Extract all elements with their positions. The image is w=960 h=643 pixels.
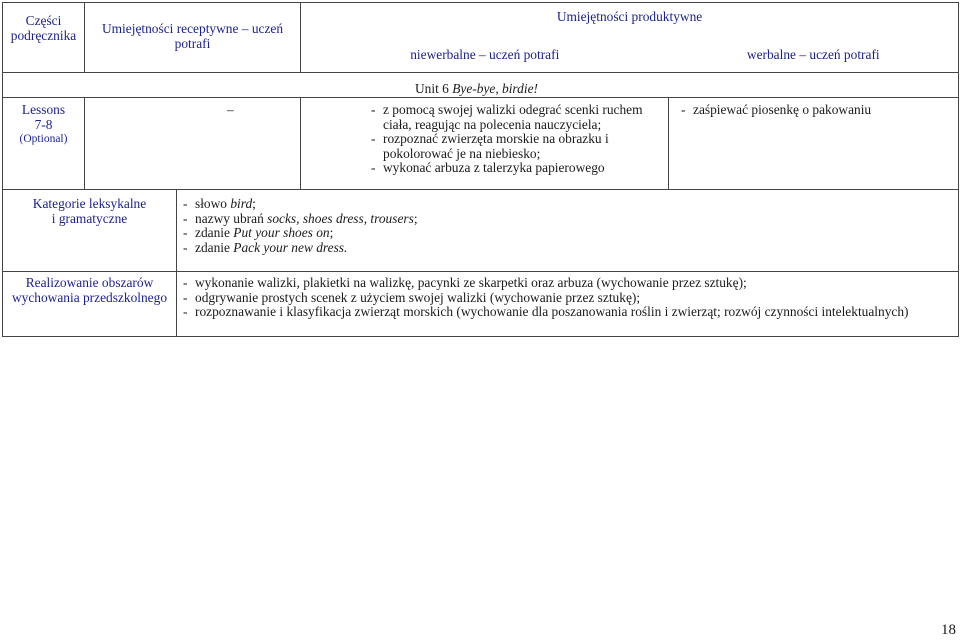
lessons-receptive-dash: – (227, 102, 234, 117)
lessons-verbal-list (681, 103, 958, 118)
header-nonverbal (301, 40, 669, 72)
lessons-receptive-cell (85, 98, 301, 190)
list-item: - rozpoznać zwierzęta morskie na obrazku i pokolorować je na niebiesko; (371, 131, 609, 161)
education-row (3, 272, 959, 337)
lexical-label-2: i gramatyczne (51, 210, 128, 226)
list-item: - wykonać arbuza z talerzyka papierowego (371, 160, 605, 176)
header-productive-text: Umiejętności produktywne (556, 9, 703, 24)
unit-row (3, 73, 959, 98)
curriculum-table (2, 2, 959, 337)
lessons-label: Lessons (21, 102, 66, 117)
list-item: - z pomocą swojej walizki odegrać scenki ruchem ciała, reagując na polecenia nauczyciela; (371, 102, 643, 132)
header-parts (3, 3, 85, 73)
unit-cell (3, 73, 959, 98)
lexical-content-cell (177, 190, 959, 272)
lexical-label-cell (3, 190, 177, 272)
unit-heading (3, 73, 958, 97)
list-item: - zdanie Pack your new dress. (183, 239, 348, 255)
header-receptive-text: Umiejętności receptywne – uczeń potrafi (101, 21, 284, 51)
lexical-list (183, 197, 958, 255)
header-verbal (669, 40, 959, 72)
unit-label: Unit 6 (415, 81, 449, 96)
header-row-1 (3, 3, 959, 41)
education-label-1: Realizowanie obszarów (25, 275, 154, 290)
list-item: - rozpoznawanie i klasyfikacja zwierząt morskich (wychowanie dla poszanowania roślin i zwierząt; rozwój czynności intelektualnych) (183, 304, 909, 320)
lessons-label-cell (3, 98, 85, 190)
lessons-row (3, 98, 959, 190)
unit-title: Bye-bye, birdie! (452, 81, 538, 96)
list-item: - nazwy ubrań socks, shoes dress, trousers; (183, 210, 418, 226)
header-receptive (85, 3, 301, 73)
lessons-verbal-cell (669, 98, 959, 190)
education-list (183, 276, 958, 320)
lessons-numbers: 7-8 (34, 116, 53, 132)
lessons-nonverbal-list (371, 103, 648, 176)
header-parts-text: Części podręcznika (10, 13, 77, 43)
education-label-2: wychowania przedszkolnego (11, 289, 168, 305)
list-item: - słowo bird; (183, 196, 256, 211)
header-productive (301, 3, 959, 41)
lexical-row (3, 190, 959, 272)
list-item: - zaśpiewać piosenkę o pakowaniu (681, 102, 872, 117)
list-item: - odgrywanie prostych scenek z użyciem swojej walizki (wychowanie przez sztukę); (183, 289, 641, 305)
list-item: - wykonanie walizki, plakietki na walizkę, pacynki ze skarpetki oraz arbuza (wychowanie przez sztukę); (183, 275, 747, 290)
lessons-nonverbal-cell (301, 98, 669, 190)
education-label-cell (3, 272, 177, 337)
education-content-cell (177, 272, 959, 337)
lexical-label-1: Kategorie leksykalne (32, 196, 147, 211)
header-verbal-text: werbalne – uczeń potrafi (746, 47, 880, 63)
page-number: 18 (941, 622, 956, 638)
list-item: - zdanie Put your shoes on; (183, 225, 334, 241)
header-nonverbal-text: niewerbalne – uczeń potrafi (410, 47, 560, 63)
lessons-note: (Optional) (19, 133, 68, 146)
